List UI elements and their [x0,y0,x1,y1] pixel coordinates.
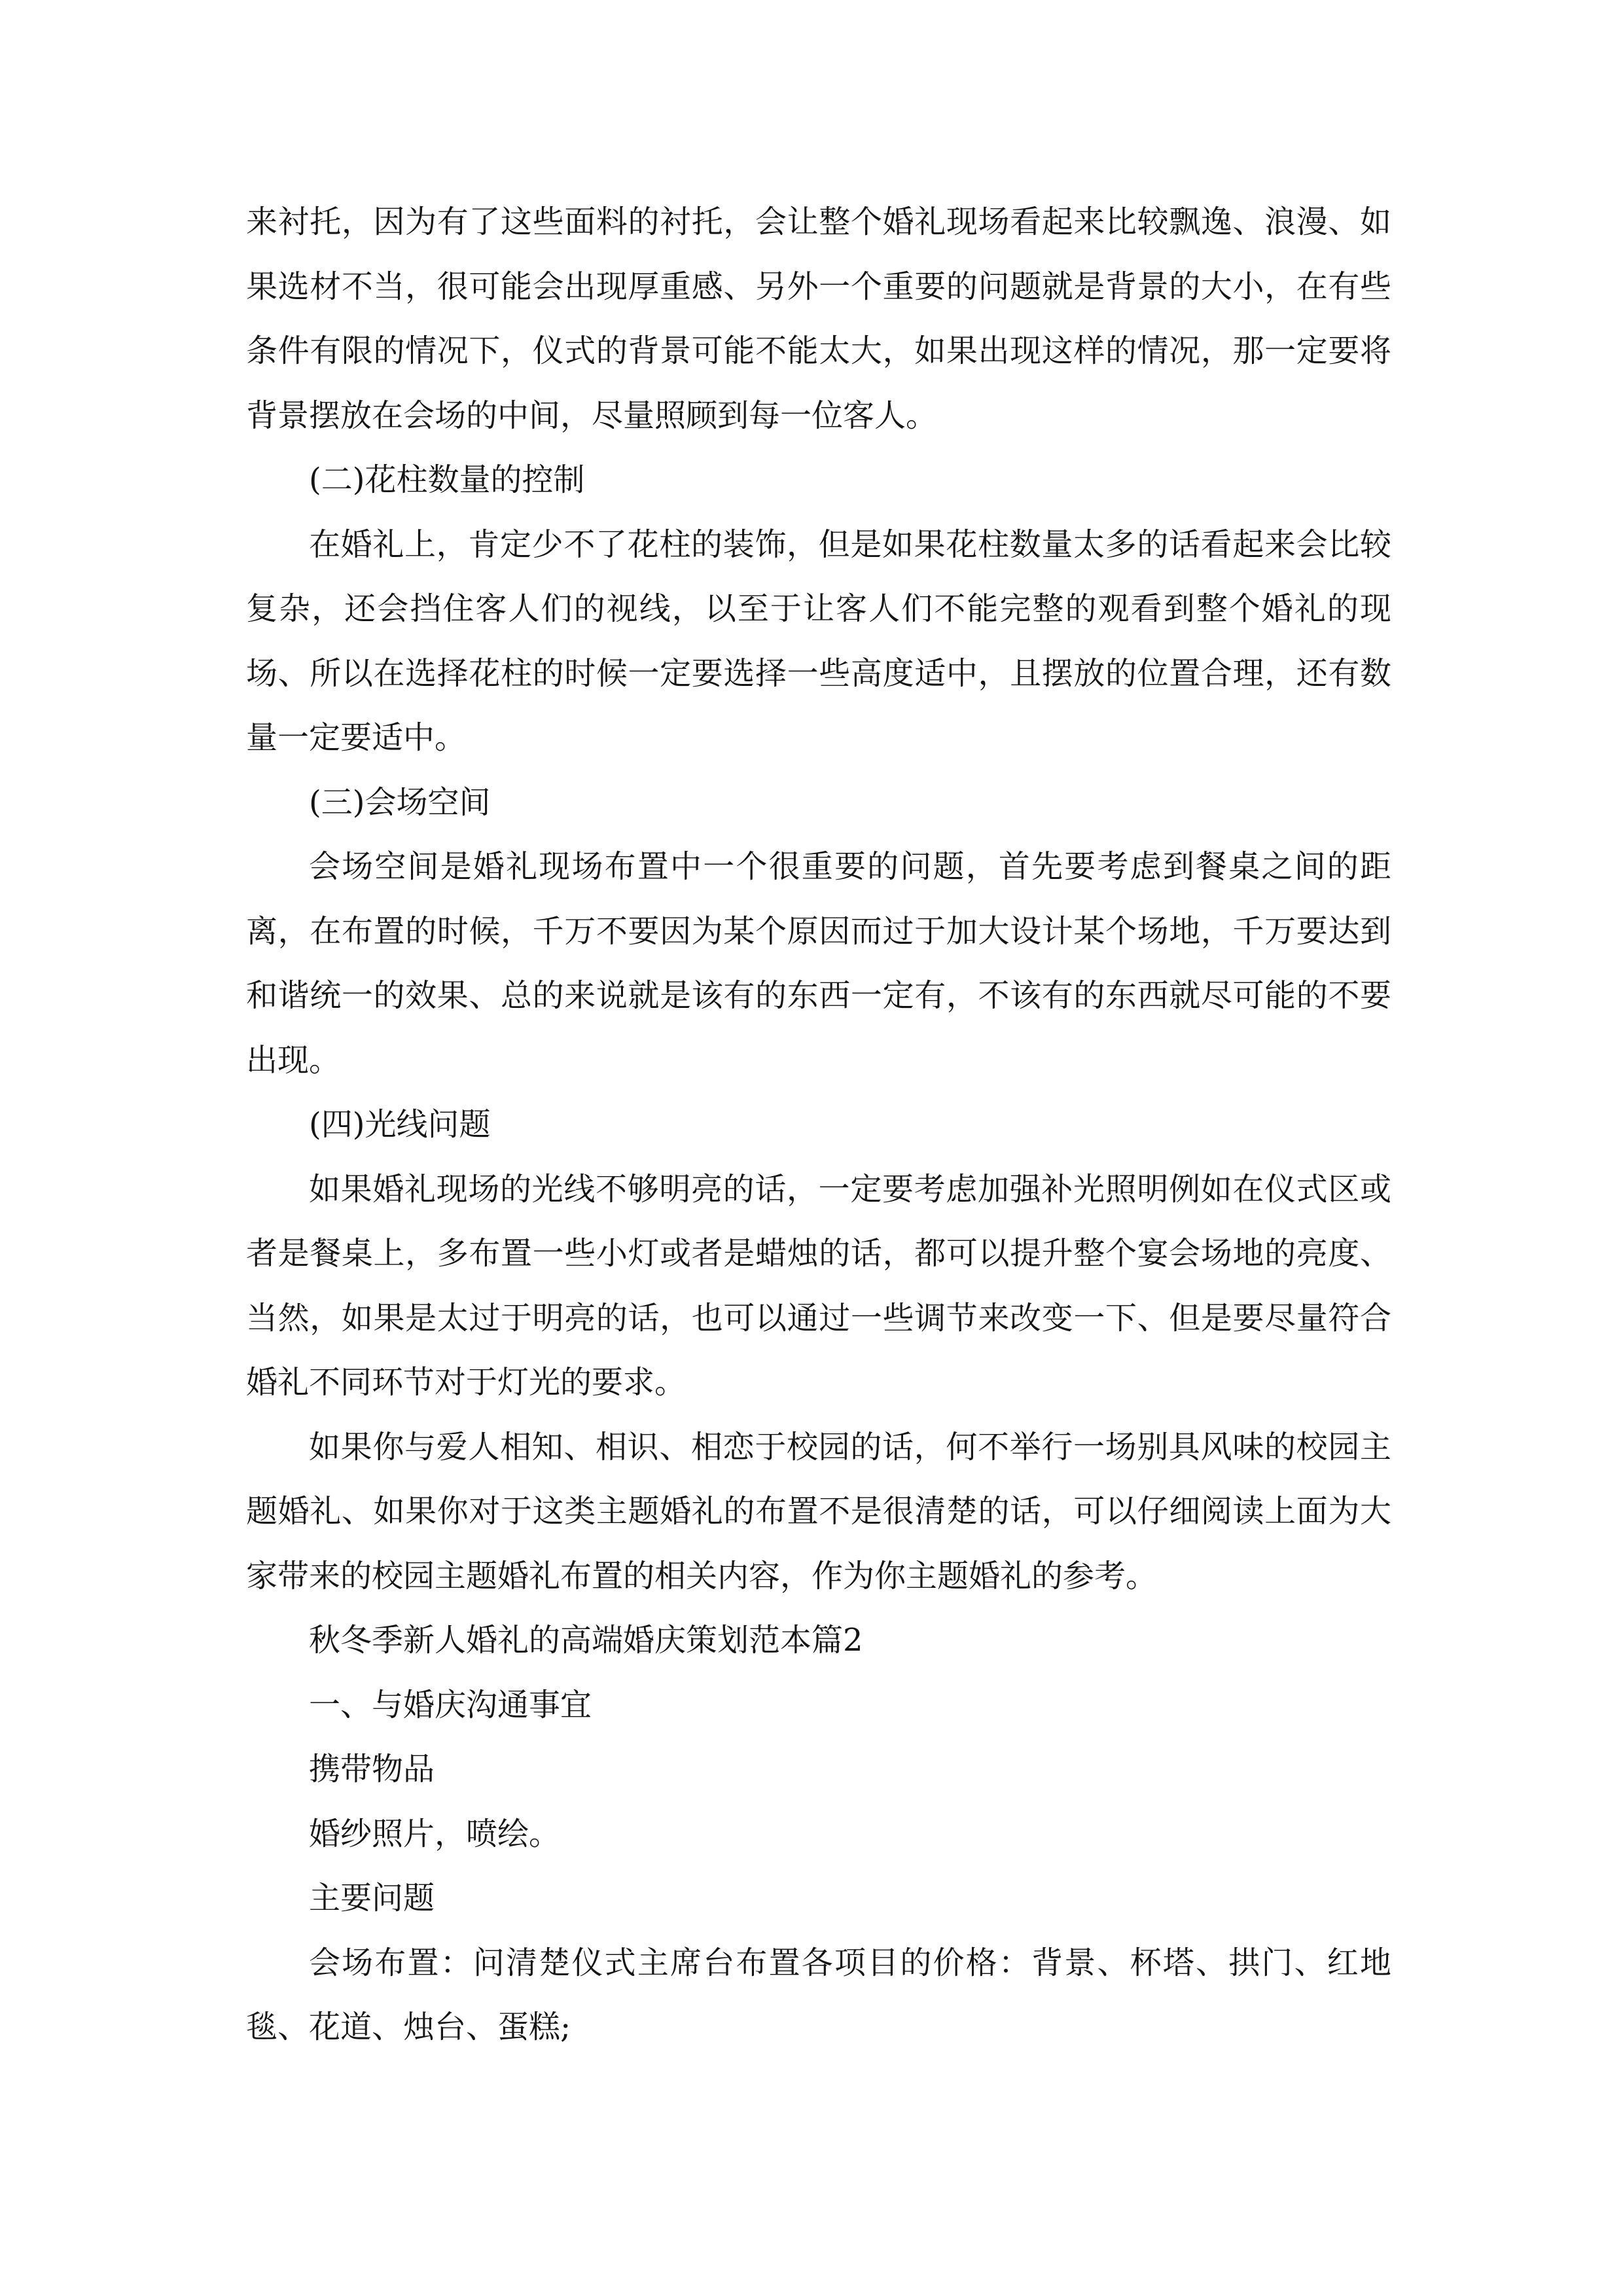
section-heading-communication: 一、与婚庆沟通事宜 [309,1686,592,1723]
section-heading-flower-pillars: (二)花柱数量的控制 [309,461,585,498]
article-title-part-2: 秋冬季新人婚礼的高端婚庆策划范本篇2 [309,1622,863,1659]
paragraph: 在婚礼上，肯定少不了花柱的装饰，但是如果花柱数量太多的话看起来会比较复杂，还会挡住客人们的视线，以至于让客人们不能完整的观看到整个婚礼的现场、所以在选择花柱的时候一定要选择一些高度适中，且摆放的位置合理，还有数量一定要适中。 [246,526,1391,756]
section-heading-venue-space: (三)会场空间 [309,783,491,821]
subheading-main-issues: 主要问题 [309,1880,435,1916]
paragraph: 婚纱照片，喷绘。 [309,1815,561,1852]
section-heading-lighting: (四)光线问题 [309,1106,491,1143]
subheading-items: 携带物品 [309,1751,435,1787]
paragraph: 会场布置：问清楚仪式主席台布置各项目的价格：背景、杯塔、拱门、红地毯、花道、烛台、蛋糕; [246,1944,1391,2045]
paragraph-continuation: 来衬托，因为有了这些面料的衬托，会让整个婚礼现场看起来比较飘逸、浪漫、如果选材不当，很可能会出现厚重感、另外一个重要的问题就是背景的大小，在有些条件有限的情况下，仪式的背景可能不能太大，如果出现这样的情况，那一定要将背景摆放在会场的中间，尽量照顾到每一位客人。 [246,204,1391,434]
document-body [246,190,1391,2060]
paragraph: 会场空间是婚礼现场布置中一个很重要的问题，首先要考虑到餐桌之间的距离，在布置的时候，千万不要因为某个原因而过于加大设计某个场地，千万要达到和谐统一的效果、总的来说就是该有的东西一定有，不该有的东西就尽可能的不要出现。 [246,848,1391,1079]
paragraph: 如果婚礼现场的光线不够明亮的话，一定要考虑加强补光照明例如在仪式区或者是餐桌上，多布置一些小灯或者是蜡烛的话，都可以提升整个宴会场地的亮度、当然，如果是太过于明亮的话，也可以通过一些调节来改变一下、但是要尽量符合婚礼不同环节对于灯光的要求。 [246,1170,1391,1401]
paragraph: 如果你与爱人相知、相识、相恋于校园的话，何不举行一场别具风味的校园主题婚礼、如果你对于这类主题婚礼的布置不是很清楚的话，可以仔细阅读上面为大家带来的校园主题婚礼布置的相关内容，作为你主题婚礼的参考。 [246,1428,1391,1594]
